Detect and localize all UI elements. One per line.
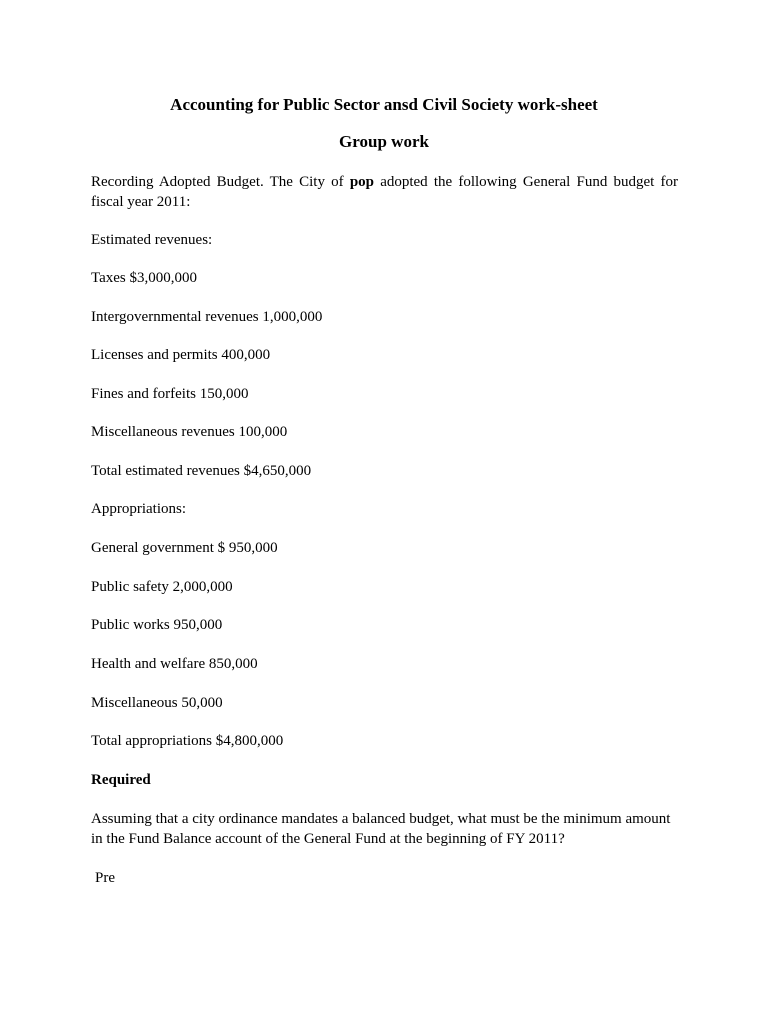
question-paragraph: Assuming that a city ordinance mandates a balanced budget, what must be the minimum amount in the Fund Balance account of the General Fund at the beginning of FY 2011? xyxy=(91,811,671,847)
appropriation-item: Miscellaneous 50,000 xyxy=(91,695,223,711)
document-subtitle: Group work xyxy=(339,132,429,151)
revenue-total: Total estimated revenues $4,650,000 xyxy=(91,463,312,479)
appropriations-heading: Appropriations: xyxy=(91,501,186,517)
appropriation-item: Public works 950,000 xyxy=(91,617,223,633)
document-title: Accounting for Public Sector ansd Civil Society work-sheet xyxy=(170,95,598,114)
revenue-item: Taxes $3,000,000 xyxy=(91,270,198,286)
appropriation-item: Health and welfare 850,000 xyxy=(91,656,258,672)
city-name: pop xyxy=(349,174,375,190)
intro-text-before: Recording Adopted Budget. The City of xyxy=(91,174,350,190)
revenue-item: Licenses and permits 400,000 xyxy=(91,347,271,363)
revenue-item: Intergovernmental revenues 1,000,000 xyxy=(91,309,323,325)
revenue-item: Miscellaneous revenues 100,000 xyxy=(91,424,288,440)
intro-text-after: adopted the following General Fund budget for fiscal year 2011: xyxy=(91,174,678,210)
appropriation-total: Total appropriations $4,800,000 xyxy=(91,733,284,749)
required-heading: Required xyxy=(91,772,151,788)
revenue-item: Fines and forfeits 150,000 xyxy=(91,386,249,402)
revenues-heading: Estimated revenues: xyxy=(91,232,213,248)
intro-paragraph xyxy=(91,172,678,212)
appropriation-item: Public safety 2,000,000 xyxy=(91,579,233,595)
trailing-text: Pre xyxy=(95,870,115,886)
appropriation-item: General government $ 950,000 xyxy=(91,540,278,556)
